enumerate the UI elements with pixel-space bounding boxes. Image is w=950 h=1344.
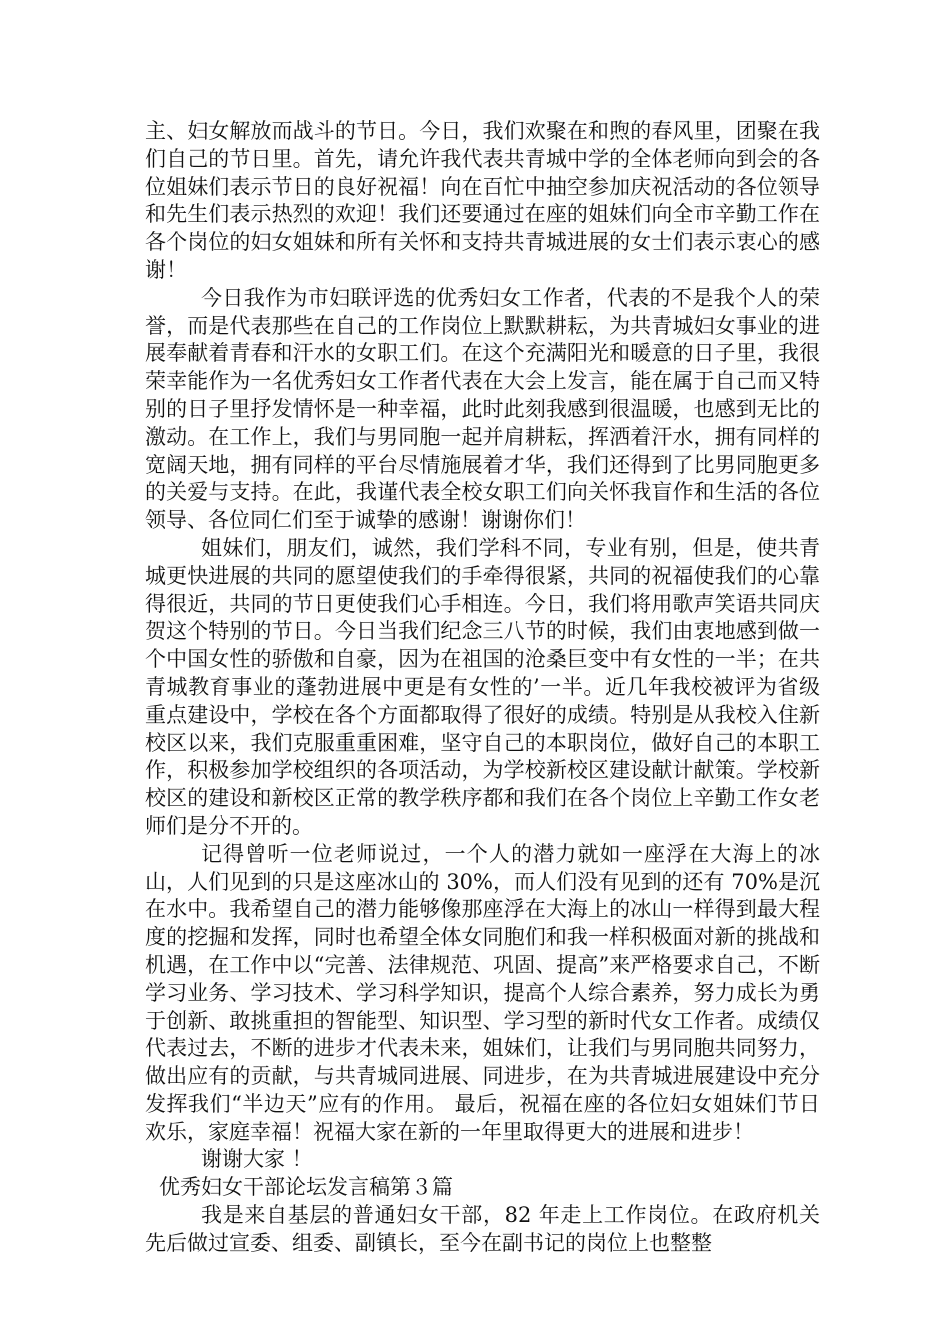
paragraph-closing: 我是来自基层的普通妇女干部，82 年走上工作岗位。在政府机关先后做过宣委、组委、副镇长，至今在副书记的岗位上也整整 [145, 1203, 820, 1255]
paragraph-thanks: 谢谢大家 ！ [201, 1147, 313, 1172]
section-heading: 优秀妇女干部论坛发言稿第３篇 [159, 1175, 453, 1200]
document-body [145, 118, 820, 1258]
paragraph-honor: 今日我作为市妇联评选的优秀妇女工作者，代表的不是我个人的荣誉，而是代表那些在自己的工作岗位上默默耕耘，为共青城妇女事业的进展奉献着青春和汗水的女职工们。在这个充满阳光和暖意的日子里，我很荣幸能作为一名优秀妇女工作者代表在大会上发言，能在属于自己而又特别的日子里抒发情怀是一种幸福，此时此刻我感到很温暖，也感到无比的激动。在工作上，我们与男同胞一起并肩耕耘，挥洒着汗水，拥有同样的宽阔天地，拥有同样的平台尽情施展着才华，我们还得到了比男同胞更多的关爱与支持。在此，我谨代表全校女职工们向关怀我盲作和生活的各位领导、各位同仁们至于诚挚的感谢！谢谢你们！ [145, 285, 820, 533]
paragraph-sisters: 姐妹们，朋友们，诚然，我们学科不同，专业有别，但是，使共青城更快进展的共同的愿望使我们的手牵得很紧，共同的祝福使我们的心靠得很近，共同的节日更使我们心手相连。今日，我们将用歌声笑语共同庆贺这个特别的节日。今日当我们纪念三八节的时候，我们由衷地感到做一个中国女性的骄傲和自豪，因为在祖国的沧桑巨变中有女性的一半；在共青城教育事业的蓬勃进展中更是有女性的’一半。近几年我校被评为省级重点建设中，学校在各个方面都取得了很好的成绩。特别是从我校入住新校区以来，我们克服重重困难，坚守自己的本职岗位，做好自己的本职工作，积极参加学校组织的各项活动，为学校新校区建设献计献策。学校新校区的建设和新校区正常的教学秩序都和我们在各个岗位上辛勤工作女老师们是分不开的。 [145, 535, 820, 838]
paragraph-iceberg: 记得曾听一位老师说过，一个人的潜力就如一座浮在大海上的冰山，人们见到的只是这座冰山的 30%，而人们没有见到的还有 70%是沉在水中。我希望自己的潜力能够像那座浮在大海上的冰山一样得到最大程度的挖掘和发挥，同时也希望全体女同胞们和我一样积极面对新的挑战和机遇，在工作中以“完善、法律规范、巩固、提高”来严格要求自己，不断学习业务、学习技术、学习科学知识，提高个人综合素养，努力成长为勇于创新、敢挑重担的智能型、知识型、学习型的新时代女工作者。成绩仅代表过去，不断的进步才代表未来，姐妹们，让我们与男同胞共同努力，做出应有的贡献，与共青城同进展、同进步，在为共青城进展建设中充分发挥我们“半边天”应有的作用。 最后，祝福在座的各位妇女姐妹们节日欢乐，家庭幸福！祝福大家在新的一年里取得更大的进展和进步！ [145, 841, 820, 1144]
paragraph-opening: 主、妇女解放而战斗的节日。今日，我们欢聚在和煦的春风里，团聚在我们自己的节日里。首先，请允许我代表共青城中学的全体老师向到会的各位姐妹们表示节日的良好祝福！向在百忙中抽空参加庆祝活动的各位领导和先生们表示热烈的欢迎！我们还要通过在座的姐妹们向全市辛勤工作在各个岗位的妇女姐妹和所有关怀和支持共青城进展的女士们表示衷心的感谢！ [145, 119, 820, 282]
